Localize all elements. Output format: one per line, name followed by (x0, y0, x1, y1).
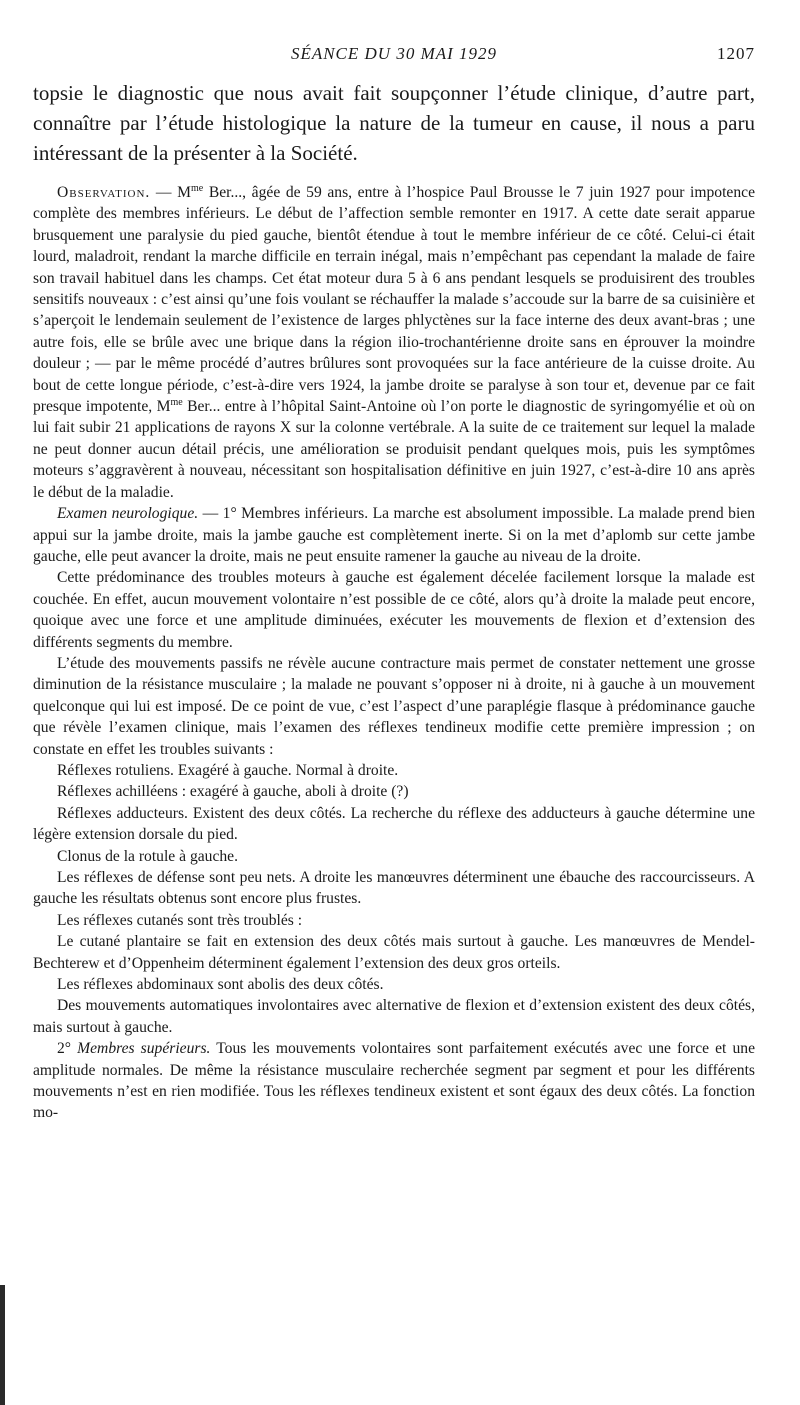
paragraph: Les réflexes abdominaux sont abolis des deux côtés. (57, 976, 384, 994)
examen-label: Examen neurologique. (57, 505, 199, 523)
running-head (33, 44, 755, 72)
paragraph: Le cutané plantaire se fait en extension des deux côtés mais surtout à gauche. Les manœuvres de Mendel-Bechterew et d’Oppenheim déterminent également l’extension des deux gros orteils. (33, 933, 755, 972)
page-number: 1207 (717, 44, 755, 63)
observation-text-2: Ber... entre à l’hôpital Saint-Antoine où l’on porte le diagnostic de syringomyélie et où on lui fait subir 21 applications de rayons X sur la colonne vertébrale. A la suite de ce traitement sur lequel la malade ne peut donner aucun détail précis, une amélioration se produisit pendant quelques mois, puis les symptômes moteurs s’aggravèrent à nouveau, nécessitant son hospitalisation définitive en juin 1927, c’est-à-dire 10 ans après le début de la maladie. (33, 398, 755, 501)
membres-superieurs-label: Membres supérieurs. (77, 1040, 211, 1058)
mme-superscript-2: me (170, 396, 183, 408)
paragraph: Des mouvements automatiques involontaires avec alternative de flexion et d’extension existent des deux côtés, mais surtout à gauche. (33, 997, 755, 1036)
mme-superscript: me (191, 182, 204, 194)
paragraph: L’étude des mouvements passifs ne révèle aucune contracture mais permet de constater nettement une grosse diminution de la résistance musculaire ; la malade ne pouvant s’opposer ni à droite, ni à gauche à un mouvement quelconque qui lui est imposé. De ce point de vue, c’est l’aspect d’une paraplégie flasque à prédominance gauche que révèle l’examen clinique, mais l’examen des réflexes tendineux modifie cette première impression ; on constate en effet les troubles suivants : (33, 654, 755, 758)
paragraph: Clonus de la rotule à gauche. (57, 847, 239, 865)
examen-text: — 1° Membres inférieurs. La marche est absolument impossible. La malade prend bien appui sur la jambe droite, mais la jambe gauche est complètement inerte. Si on la met d’aplomb sur cette jambe gauche, elle peut avancer la droite, mais ne peut ensuite ramener la gauche au niveau de la droite. (33, 505, 755, 565)
examen-paragraph (33, 503, 755, 567)
lead-paragraph: topsie le diagnostic que nous avait fait soupçonner l’étude clinique, d’autre part, connaître par l’étude histologique la nature de la tumeur en cause, il nous a paru intéressant de la présenter à la Société. (33, 81, 755, 165)
observation-label: Observation. (57, 184, 151, 201)
observation-text: Ber..., âgée de 59 ans, entre à l’hospice Paul Brousse le 7 juin 1927 pour impotence complète des membres inférieurs. Le début de l’affection semble remonter en 1917. A cette date serait apparue brusquement une paralysie du pied gauche, bientôt étendue à tout le membre inférieur de ce côté. Celui-ci était lourd, maladroit, rendant la marche difficile en terrain inégal, mais n’empêchant pas cependant la malade de faire son travail habituel dans les champs. Cet état moteur dura 5 à 6 ans pendant lesquels se produisirent des troubles sensitifs nouveaux : c’est ainsi qu’une fois voulant se réchauffer la malade s’accoude sur la barre de sa cuisinière et s’aperçoit le lendemain seulement de l’existence de larges phlyctènes sur la face interne des deux avant-bras ; une autre fois, elle se brûle avec une brique dans la région ilio-trochantérienne droite sans en éprouver la moindre douleur ; — par le même procédé d’autres brûlures sont provoquées sur la face antérieure de la cuisse droite. Au bout de cette longue période, c’est-à-dire vers 1924, la jambe droite se paralyse à son tour et, devenue par ce fait presque impotente, M (33, 184, 755, 416)
observation-paragraph (33, 182, 755, 503)
observation-dash: — M (150, 184, 191, 201)
running-title: SÉANCE DU 30 MAI 1929 (290, 44, 498, 63)
body-text (33, 182, 755, 1124)
paragraph: Les réflexes de défense sont peu nets. A droite les manœuvres déterminent une ébauche des raccourcisseurs. A gauche les résultats obtenus sont encore plus frustes. (33, 869, 755, 908)
paragraph: Réflexes rotuliens. Exagéré à gauche. Normal à droite. (57, 761, 399, 779)
membres-superieurs-paragraph (33, 1038, 755, 1124)
membres-superieurs-prefix: 2° (57, 1040, 78, 1058)
membres-superieurs-text: Tous les mouvements volontaires sont parfaitement exécutés avec une force et une amplitude normales. De même la résistance musculaire recherchée segment par segment et pour les différents mouvements n’est en rien modifiée. Tous les réflexes tendineux existent et sont égaux des deux côtés. La fonction mo- (33, 1040, 755, 1122)
document-page (33, 44, 755, 1384)
paragraph: Réflexes adducteurs. Existent des deux côtés. La recherche du réflexe des adducteurs à gauche détermine une légère extension dorsale du pied. (33, 804, 755, 844)
page-edge-shadow (0, 1285, 5, 1405)
paragraph: Les réflexes cutanés sont très troublés : (57, 911, 303, 929)
paragraph: Cette prédominance des troubles moteurs à gauche est également décelée facilement lorsque la malade est couchée. En effet, aucun mouvement volontaire n’est possible de ce côté, alors qu’à droite la malade peut encore, quoique avec une force et une amplitude diminuées, exécuter les mouvements de flexion et d’extension des différents segments du membre. (33, 569, 755, 651)
paragraph: Réflexes achilléens : exagéré à gauche, aboli à droite (?) (57, 783, 409, 801)
